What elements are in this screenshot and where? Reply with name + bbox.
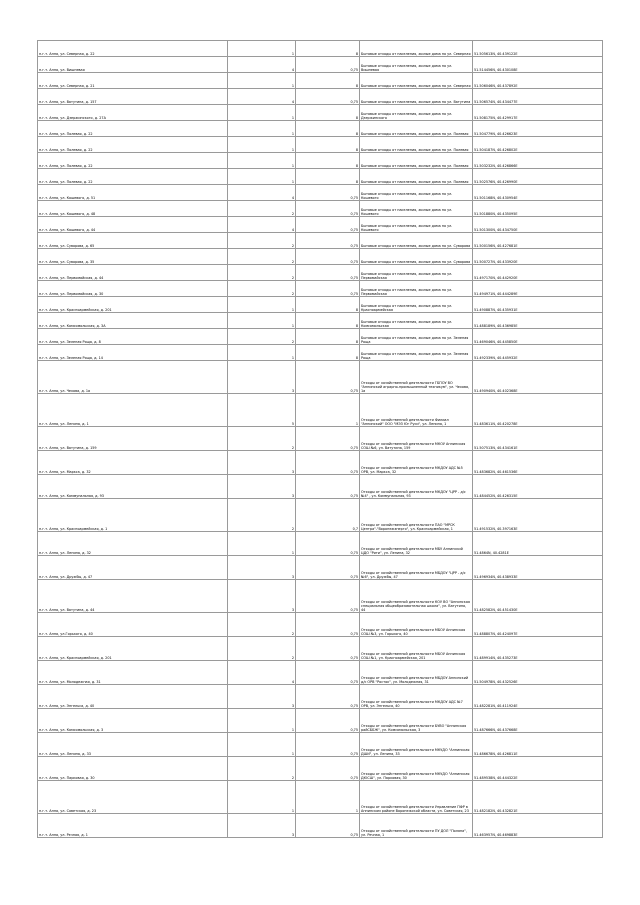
description-cell: Отходы от хозяйственной деятельности ГБПОУ ВО "Аннинский аграрно-промышленный техникум", ул. Чехова, 1а <box>360 361 473 394</box>
address-cell: п.г.т. Анна, ул. Полевая, д. 22 <box>38 169 228 185</box>
description-cell: Бытовые отходы от населения, жилые дома по ул. Суворова <box>360 249 473 265</box>
table-row <box>38 185 603 201</box>
address-cell: п.г.т. Анна, ул. Зеленая Роща, д. 14 <box>38 345 228 361</box>
volume-cell: 0,75 <box>296 532 360 556</box>
description-cell: Бытовые отходы от населения, жилые дома по ул. Зеленая Роща <box>360 329 473 345</box>
coords-cell: 51.487666N, 40.437668E <box>473 709 603 733</box>
description-cell: Отходы от хозяйственной деятельности МКДОУ "ЦРР - д/с №4" , ул. Коммунальная, 93 <box>360 475 473 499</box>
table-row <box>38 709 603 733</box>
count-cell: 4 <box>228 89 296 105</box>
address-cell: п.г.т. Анна, ул. Дзержинского, д. 27А <box>38 105 228 121</box>
address-cell: п.г.т. Анна, ул. Красноармейская, д. 201 <box>38 297 228 313</box>
count-cell: 1 <box>228 105 296 121</box>
count-cell: 1 <box>228 532 296 556</box>
table-row <box>38 89 603 105</box>
volume-cell: 8 <box>296 153 360 169</box>
description-cell: Отходы от хозяйственной деятельности МБДОУ "ЦРР - д/с №6", ул. Дружбы, 47 <box>360 556 473 580</box>
table-row <box>38 281 603 297</box>
description-cell: Отходы от хозяйственной деятельности МКУДО "Аннинская ДЮСШ", ул. Парковая, 30 <box>360 757 473 781</box>
count-cell: 2 <box>228 201 296 217</box>
waste-sites-table <box>37 40 603 838</box>
count-cell: 5 <box>228 394 296 427</box>
volume-cell: 8 <box>296 41 360 57</box>
table-row <box>38 121 603 137</box>
table-row <box>38 613 603 637</box>
address-cell: п.г.т. Анна, ул. Кошевого, д. 51 <box>38 185 228 201</box>
count-cell: 1 <box>228 781 296 814</box>
count-cell: 1 <box>228 153 296 169</box>
table-row <box>38 249 603 265</box>
address-cell: п.г.т. Анна, ул. Ватутина, д. 44 <box>38 580 228 613</box>
table-row <box>38 57 603 73</box>
table-row <box>38 733 603 757</box>
coords-cell: 51.501880N, 40.435095E <box>473 201 603 217</box>
count-cell: 1 <box>228 137 296 153</box>
volume-cell: 8 <box>296 73 360 89</box>
coords-cell: 51.505613N, 40.439122E <box>473 41 603 57</box>
count-cell: 4 <box>228 661 296 685</box>
volume-cell: 0,75 <box>296 57 360 73</box>
volume-cell: 0,75 <box>296 185 360 201</box>
coords-cell: 51.504187N, 40.426802E <box>473 137 603 153</box>
count-cell: 1 <box>228 41 296 57</box>
table-row <box>38 361 603 394</box>
table-row <box>38 297 603 313</box>
coords-cell: 51.504779N, 40.426623E <box>473 121 603 137</box>
description-cell: Бытовые отходы от населения, жилые дома по ул. Кошевого <box>360 185 473 201</box>
table-row <box>38 475 603 499</box>
volume-cell: 0,75 <box>296 361 360 394</box>
volume-cell: 0,7 <box>296 499 360 532</box>
coords-cell: 51.488189N, 40.436985E <box>473 313 603 329</box>
count-cell: 2 <box>228 613 296 637</box>
coords-cell: 51.491532N, 40.397163E <box>473 499 603 532</box>
description-cell: Бытовые отходы от населения, жилые дома по ул. Полевая <box>360 137 473 153</box>
description-cell: Бытовые отходы от населения, жилые дома по ул. Зеленая Роща <box>360 345 473 361</box>
volume-cell: 0,75 <box>296 451 360 475</box>
table-row <box>38 427 603 451</box>
coords-cell: 51.500156N, 40.427681E <box>473 233 603 249</box>
description-cell: Отходы от хозяйственной деятельности МКДОУ АДС №5 ОРВ, ул. Маркса, 32 <box>360 451 473 475</box>
coords-cell: 51.483611N, 40.420278E <box>473 394 603 427</box>
count-cell: 2 <box>228 427 296 451</box>
address-cell: п.г.т. Анна, ул. Коммунальная, д. 93 <box>38 475 228 499</box>
description-cell: Отходы от хозяйственной деятельности ПУ ДОЛ "Поляна", ул. Речная, 1 <box>360 814 473 838</box>
table-row <box>38 757 603 781</box>
coords-cell: 51.507513N, 40.434161E <box>473 427 603 451</box>
volume-cell: 8 <box>296 137 360 153</box>
coords-cell: 51.497170N, 40.442920E <box>473 265 603 281</box>
coords-cell: 51.488807N, 40.424097E <box>473 613 603 637</box>
table-row <box>38 329 603 345</box>
coords-cell: 51.501168N, 40.430954E <box>473 185 603 201</box>
volume-cell: 8 <box>296 169 360 185</box>
description-cell: Бытовые отходы от населения, жилые дома по ул. Северная <box>360 73 473 89</box>
volume-cell: 8 <box>296 345 360 361</box>
address-cell: п.г.т. Анна, ул. Маркса, д. 32 <box>38 451 228 475</box>
description-cell: Отходы от хозяйственной деятельности МКОУ Аннинская СОШ №6, ул. Ватутина, 159 <box>360 427 473 451</box>
count-cell: 1 <box>228 709 296 733</box>
count-cell: 1 <box>228 345 296 361</box>
volume-cell: 1 <box>296 781 360 814</box>
address-cell: п.г.т. Анна, ул. Суворова, д. 35 <box>38 249 228 265</box>
description-cell: Бытовые отходы от населения, жилые дома по ул. Суворова <box>360 233 473 249</box>
volume-cell: 0,75 <box>296 427 360 451</box>
count-cell: 1 <box>228 733 296 757</box>
address-cell: п.г.т. Анна, ул. Кошевого, д. 48 <box>38 201 228 217</box>
description-cell: Отходы от хозяйственной деятельности Филиал "Аннинский" ООО "МЭЗ Юг Руси", ул. Ленина, 1 <box>360 394 473 427</box>
count-cell: 2 <box>228 281 296 297</box>
coords-cell: 51.469046N, 40.445850E <box>473 329 603 345</box>
address-cell: п.г.т. Анна, ул. Красноармейская, д. 201 <box>38 637 228 661</box>
table-row <box>38 580 603 613</box>
coords-cell: 51.494971N, 40.444289E <box>473 281 603 297</box>
volume-cell: 0,75 <box>296 661 360 685</box>
volume-cell: 0,75 <box>296 709 360 733</box>
coords-cell: 51.496934N, 40.438933E <box>473 556 603 580</box>
table-row <box>38 137 603 153</box>
address-cell: п.г.т. Анна, ул. Чехова, д. 1а <box>38 361 228 394</box>
volume-cell: 0,75 <box>296 89 360 105</box>
volume-cell: 0,75 <box>296 233 360 249</box>
count-cell: 2 <box>228 499 296 532</box>
count-cell: 1 <box>228 121 296 137</box>
description-cell: Бытовые отходы от населения, жилые дома по ул. Кошевого <box>360 217 473 233</box>
volume-cell: 0,75 <box>296 475 360 499</box>
table-row <box>38 345 603 361</box>
address-cell: п.г.т. Анна, ул. Ленина, д. 33 <box>38 733 228 757</box>
address-cell: п.г.т. Анна, ул. Ватутина, д. 157 <box>38 89 228 105</box>
count-cell: 2 <box>228 757 296 781</box>
volume-cell: 0,75 <box>296 637 360 661</box>
table-row <box>38 556 603 580</box>
description-cell: Отходы от хозяйственной деятельности БУВО "Аннинская райСББЖ", ул. Комсомольская, 3 <box>360 709 473 733</box>
volume-cell: 0,75 <box>296 556 360 580</box>
description-cell: Бытовые отходы от населения, жилые дома по ул. Комсомольская <box>360 313 473 329</box>
description-cell: Отходы от хозяйственной деятельности МКДОУ АДС №7 ОРВ, ул. Энгельса, 40 <box>360 685 473 709</box>
description-cell: Отходы от хозяйственной деятельности Управление ПФР в Аннинском районе Воронежской области, ул. Советская, 23 <box>360 781 473 814</box>
volume-cell: 8 <box>296 105 360 121</box>
address-cell: п.г.т. Анна, ул. Полевая, д. 22 <box>38 153 228 169</box>
table-row <box>38 265 603 281</box>
coords-cell: 51.483682N, 40.461536E <box>473 451 603 475</box>
volume-cell: 0,75 <box>296 265 360 281</box>
coords-cell: 51.506046N, 40.437892E <box>473 73 603 89</box>
address-cell: п.г.т. Анна, ул.Горького, д. 40 <box>38 613 228 637</box>
table-row <box>38 814 603 838</box>
address-cell: п.г.т. Анна, ул. Ленина, д. 1 <box>38 394 228 427</box>
description-cell: Бытовые отходы от населения, жилые дома по ул. Дзержинского <box>360 105 473 121</box>
volume-cell: 0,75 <box>296 814 360 838</box>
coords-cell: 51.489914N, 40.435273E <box>473 637 603 661</box>
description-cell: Бытовые отходы от населения, жилые дома по ул. Вишневая <box>360 57 473 73</box>
count-cell: 1 <box>228 169 296 185</box>
coords-cell: 51.504978N, 40.432526E <box>473 661 603 685</box>
table-row <box>38 153 603 169</box>
description-cell: Бытовые отходы от населения, жилые дома по ул. Кошевого <box>360 201 473 217</box>
address-cell: п.г.т. Анна, ул. Советская, д. 23 <box>38 781 228 814</box>
count-cell: 3 <box>228 475 296 499</box>
table-row <box>38 41 603 57</box>
coords-cell: 51.486678N, 40.426811E <box>473 733 603 757</box>
table-row <box>38 451 603 475</box>
coords-cell: 51.506574N, 40.434477E <box>473 89 603 105</box>
description-cell: Отходы от хозяйственной деятельности КОУ ВО "Аннинская специальная общеобразовательная школа", ул. Ватутина, 44 <box>360 580 473 613</box>
count-cell: 1 <box>228 73 296 89</box>
description-cell: Отходы от хозяйственной деятельности МБУ Аннинский ЦДО "Рити", ул. Ленина, 32 <box>360 532 473 556</box>
table-row <box>38 499 603 532</box>
table-row <box>38 105 603 121</box>
coords-cell: 51.4864N, 40.4281E <box>473 532 603 556</box>
volume-cell: 0,75 <box>296 580 360 613</box>
coords-cell: 51.501300N, 40.434750E <box>473 217 603 233</box>
address-cell: п.г.т. Анна, ул. Первомайская, д. 30 <box>38 281 228 297</box>
coords-cell: 51.490940N, 40.402368E <box>473 361 603 394</box>
coords-cell: 51.502576N, 40.426990E <box>473 169 603 185</box>
description-cell: Бытовые отходы от населения, жилые дома по ул. Северная <box>360 41 473 57</box>
coords-cell: 51.490887N, 40.435931E <box>473 297 603 313</box>
table-row <box>38 73 603 89</box>
coords-cell: 51.489538N, 40.444322E <box>473 757 603 781</box>
description-cell: Отходы от хозяйственной деятельности ПАО "МРСК Центра"-"Воронежэнерго", ул. Красноармейская, 1 <box>360 499 473 532</box>
description-cell: Бытовые отходы от населения, жилые дома по ул. Первомайская <box>360 281 473 297</box>
count-cell: 2 <box>228 329 296 345</box>
address-cell: п.г.т. Анна, ул. Комсомольская, д. 3А <box>38 313 228 329</box>
volume-cell: 0,75 <box>296 249 360 265</box>
description-cell: Отходы от хозяйственной деятельности МКУДО "Аннинская ДШИ", ул. Ленина, 33 <box>360 733 473 757</box>
count-cell: 1 <box>228 297 296 313</box>
volume-cell: 0,75 <box>296 733 360 757</box>
coords-cell: 51.508175N, 40.429917E <box>473 105 603 121</box>
count-cell: 1 <box>228 313 296 329</box>
count-cell: 3 <box>228 580 296 613</box>
table-row <box>38 394 603 427</box>
table-row <box>38 532 603 556</box>
count-cell: 3 <box>228 451 296 475</box>
address-cell: п.г.т. Анна, ул. Красноармейская, д. 1 <box>38 499 228 532</box>
coords-cell: 51.503232N, 40.426866E <box>473 153 603 169</box>
address-cell: п.г.т. Анна, ул. Энгельса, д. 40 <box>38 685 228 709</box>
coords-cell: 51.484452N, 40.426315E <box>473 475 603 499</box>
coords-cell: 51.482582N, 40.451430E <box>473 580 603 613</box>
address-cell: п.г.т. Анна, ул. Полевая, д. 22 <box>38 121 228 137</box>
table-row <box>38 313 603 329</box>
description-cell: Бытовые отходы от населения, жилые дома по ул. Ватутина <box>360 89 473 105</box>
table-row <box>38 201 603 217</box>
count-cell: 2 <box>228 637 296 661</box>
count-cell: 2 <box>228 265 296 281</box>
volume-cell: 8 <box>296 297 360 313</box>
count-cell: 3 <box>228 361 296 394</box>
address-cell: п.г.т. Анна, ул. Кошевого, д. 44 <box>38 217 228 233</box>
volume-cell: 8 <box>296 121 360 137</box>
description-cell: Бытовые отходы от населения, жилые дома по ул. Полевая <box>360 121 473 137</box>
coords-cell: 51.514456N, 40.430108E <box>473 57 603 73</box>
description-cell: Отходы от хозяйственной деятельности МБДОУ Аннинский д/с ОРВ "Росток", ул. Молодежная, 31 <box>360 661 473 685</box>
count-cell: 2 <box>228 249 296 265</box>
coords-cell: 51.463957N, 40.469883E <box>473 814 603 838</box>
description-cell: Отходы от хозяйственной деятельности МБОУ Аннинская СОШ №1, ул. Красноармейская, 201 <box>360 637 473 661</box>
address-cell: п.г.т. Анна, ул. Зеленая Роща, д. 8 <box>38 329 228 345</box>
table-row <box>38 233 603 249</box>
address-cell: п.г.т. Анна, ул. Парковая, д. 30 <box>38 757 228 781</box>
description-cell: Бытовые отходы от населения, жилые дома по ул. Полевая <box>360 153 473 169</box>
address-cell: п.г.т. Анна, ул. Северная, д. 22 <box>38 41 228 57</box>
address-cell: п.г.т. Анна, ул. Комсомольская, д. 3 <box>38 709 228 733</box>
volume-cell: 8 <box>296 329 360 345</box>
table-body <box>38 41 603 838</box>
address-cell: п.г.т. Анна, ул. Полевая, д. 22 <box>38 137 228 153</box>
address-cell: п.г.т. Анна, ул. Первомайская, д. 44 <box>38 265 228 281</box>
volume-cell: 0,75 <box>296 201 360 217</box>
coords-cell: 51.482182N, 40.432821E <box>473 781 603 814</box>
table-row <box>38 685 603 709</box>
volume-cell: 0,75 <box>296 685 360 709</box>
count-cell: 4 <box>228 57 296 73</box>
coords-cell: 51.482281N, 40.411924E <box>473 685 603 709</box>
table-row <box>38 661 603 685</box>
address-cell: п.г.т. Анна, ул. Молодежная, д. 31 <box>38 661 228 685</box>
address-cell: п.г.т. Анна, ул. Суворова, д. 65 <box>38 233 228 249</box>
count-cell: 2 <box>228 233 296 249</box>
description-cell: Бытовые отходы от населения, жилые дома по ул. Первомайская <box>360 265 473 281</box>
volume-cell: 0,75 <box>296 281 360 297</box>
address-cell: п.г.т. Анна, ул. Северная, д. 21 <box>38 73 228 89</box>
volume-cell: 8 <box>296 313 360 329</box>
coords-cell: 51.500727N, 40.433920E <box>473 249 603 265</box>
address-cell: п.г.т. Анна, ул. Вишневая <box>38 57 228 73</box>
volume-cell: 0,75 <box>296 613 360 637</box>
table-row <box>38 169 603 185</box>
address-cell: п.г.т. Анна, ул. Ватутина, д. 159 <box>38 427 228 451</box>
address-cell: п.г.т. Анна, ул. Дружбы, д. 47 <box>38 556 228 580</box>
count-cell: 4 <box>228 217 296 233</box>
table-row <box>38 781 603 814</box>
count-cell: 3 <box>228 814 296 838</box>
volume-cell: 1 <box>296 394 360 427</box>
table-row <box>38 637 603 661</box>
description-cell: Бытовые отходы от населения, жилые дома по ул. Полевая <box>360 169 473 185</box>
address-cell: п.г.т. Анна, ул. Речная, д. 1 <box>38 814 228 838</box>
volume-cell: 0,75 <box>296 757 360 781</box>
description-cell: Отходы от хозяйственной деятельности МБОУ Аннинская СОШ №3, ул. Горького, 40 <box>360 613 473 637</box>
volume-cell: 0,75 <box>296 217 360 233</box>
description-cell: Бытовые отходы от населения, жилые дома по ул. Красноармейская <box>360 297 473 313</box>
coords-cell: 51.492339N, 40.445932E <box>473 345 603 361</box>
count-cell: 4 <box>228 185 296 201</box>
address-cell: п.г.т. Анна, ул. Ленина, д. 32 <box>38 532 228 556</box>
count-cell: 3 <box>228 685 296 709</box>
count-cell: 3 <box>228 556 296 580</box>
table-row <box>38 217 603 233</box>
